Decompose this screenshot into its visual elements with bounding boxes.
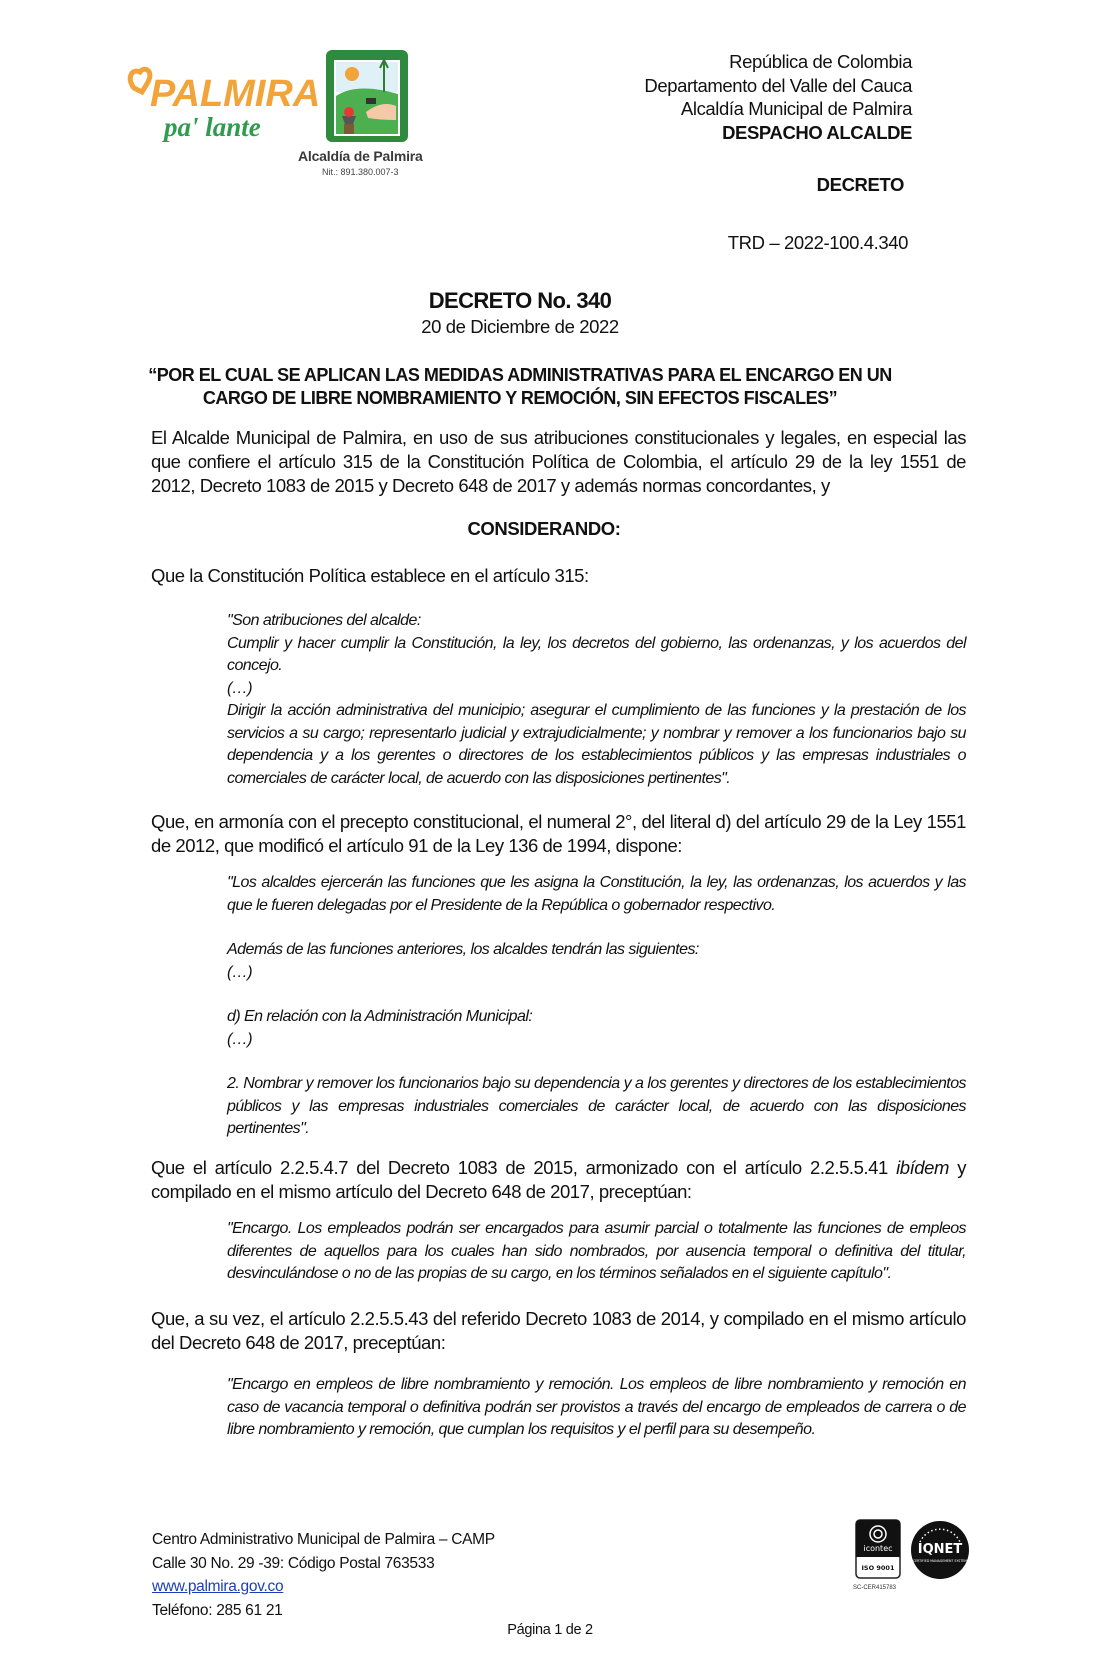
institution-name: Alcaldía de Palmira [298,148,423,164]
institution-nit: Nit.: 891.380.007-3 [322,167,399,177]
decree-subject-line-1: “POR EL CUAL SE APLICAN LAS MEDIDAS ADMINISTRATIVAS PARA EL ENCARGO EN UN [148,365,892,385]
document-type: DECRETO [816,174,904,195]
quote-line: "Los alcaldes ejercerán las funciones que les asigna la Constitución, la ley, las ordenanzas, los acuerdos y las que le fueren delegadas por el Presidente de la República o gobernador respectivo. [227,874,966,914]
quote-ley-1551 [227,872,966,1141]
quote-encargo [227,1218,966,1286]
paragraph-ley-1551: Que, en armonía con el precepto constitucional, el numeral 2°, del literal d) del artículo 29 de la Ley 1551 de 2012, que modificó el artículo 91 de la Ley 136 de 1994, dispone: [151,811,966,856]
coat-of-arms-icon [322,46,412,146]
iso-label: ISO 9001 [861,1564,895,1572]
website-link[interactable]: www.palmira.gov.co [152,1578,284,1595]
quote-article-315 [227,610,966,790]
iqnet-sub-label: CERTIFIED MANAGEMENT SYSTEM [912,1559,968,1563]
footer-phone: Teléfono: 285 61 21 [152,1601,283,1619]
decree-subject-line-2: CARGO DE LIBRE NOMBRAMIENTO Y REMOCIÓN, SIN EFECTOS FISCALES” [202,388,838,408]
considerando-heading: CONSIDERANDO: [467,518,621,539]
decree-subject [0,364,1040,410]
quote-line: 2. Nombrar y remover los funcionarios bajo su dependencia y a los gerentes y directores de los establecimientos públicos y las empresas industriales comerciales de carácter local, de acuerdo con las disposiciones pertinentes". [227,1075,966,1137]
certificate-code: SC-CER415783 [853,1585,897,1591]
paragraph-decreto-1083 [151,1156,966,1204]
icontec-iso-9001-badge [855,1519,901,1579]
quote-line: Además de las funciones anteriores, los alcaldes tendrán las siguientes: [227,941,699,958]
trd-code: TRD – 2022-100.4.340 [727,232,908,253]
issuer-line-country: República de Colombia [729,51,912,72]
icontec-label: icontec [863,1544,893,1553]
paragraph-constitution: Que la Constitución Política establece en el artículo 315: [151,565,589,586]
page-number: Página 1 de 2 [507,1622,593,1638]
quote-line: Cumplir y hacer cumplir la Constitución, la ley, los decretos del gobierno, las ordenanzas, y los acuerdos del concejo. [227,634,966,674]
logo-text-palante: pa' lante [164,112,261,142]
quote-encargo-libre-nombramiento [227,1374,966,1442]
heart-icon [130,69,150,92]
quote-line: (…) [227,679,253,697]
quote-line: "Encargo en empleos de libre nombramiento y remoción. Los empleos de libre nombramiento y remoción en caso de vacancia temporal o definitiva podrán ser provistos a través del encargo de empleados de carrera o de libre nombramiento y remoción, que cumplan los requisitos y el perfil para su desempeño. [227,1376,966,1438]
iqnet-badge [910,1520,970,1580]
issuer-line-department: Departamento del Valle del Cauca [644,74,912,96]
issuer-header [644,50,912,144]
quote-line: Dirigir la acción administrativa del municipio; asegurar el cumplimiento de las funciones y la prestación de los servicios a su cargo; representarlo judicial y extrajudicialmente; y nombrar y remover a los funcionarios bajo su dependencia y a los gerentes o directores de los establecimientos públicos y las empresas industriales o comerciales de carácter local, de acuerdo con las disposiciones pertinentes". [227,702,966,787]
decree-date: 20 de Diciembre de 2022 [421,316,619,337]
footer-address-line-1: Centro Administrativo Municipal de Palmira – CAMP [152,1531,495,1548]
decree-number: DECRETO No. 340 [428,288,612,313]
issuer-line-municipality: Alcaldía Municipal de Palmira [680,98,912,119]
issuer-office: DESPACHO ALCALDE [722,121,912,143]
logo-text-palmira: PALMIRA [150,73,321,115]
iqnet-label: IQNET [917,1542,963,1557]
quote-line: (…) [227,1030,253,1048]
quote-line: d) En relación con la Administración Municipal: [227,1008,533,1025]
footer-address-line-2: Calle 30 No. 29 -39: Código Postal 763533 [152,1554,435,1572]
quote-line: (…) [227,963,253,981]
palmira-palante-logo [124,60,321,150]
paragraph-text: y compilado en el mismo artículo del Decreto 648 de 2017, preceptúan: [151,1157,967,1202]
quote-line: "Son atribuciones del alcalde: [227,612,421,629]
intro-paragraph: El Alcalde Municipal de Palmira, en uso de sus atribuciones constitucionales y legales, en especial las que confiere el artículo 315 de la Constitución Política de Colombia, el artículo 29 de la ley 1551 de 2012, Decreto 1083 de 2015 y Decreto 648 de 2017 y además normas concordantes, y [151,427,966,496]
footer-contact [152,1528,495,1622]
paragraph-text: Que el artículo 2.2.5.4.7 del Decreto 1083 de 2015, armonizado con el artículo 2.2.5.5.41 [151,1157,897,1178]
quote-line: "Encargo. Los empleados podrán ser encargados para asumir parcial o totalmente las funciones de empleos diferentes de aquellos para los cuales han sido nombrados, por ausencia temporal o definitiva del titular, desvinculándose o no de las propias de su cargo, en los términos señalados en el siguiente capítulo". [227,1220,966,1282]
paragraph-article-2-2-5-5-43: Que, a su vez, el artículo 2.2.5.5.43 del referido Decreto 1083 de 2014, y compilado en el mismo artículo del Decreto 648 de 2017, preceptúan: [151,1308,966,1353]
ibidem-text: ibídem [896,1157,949,1178]
